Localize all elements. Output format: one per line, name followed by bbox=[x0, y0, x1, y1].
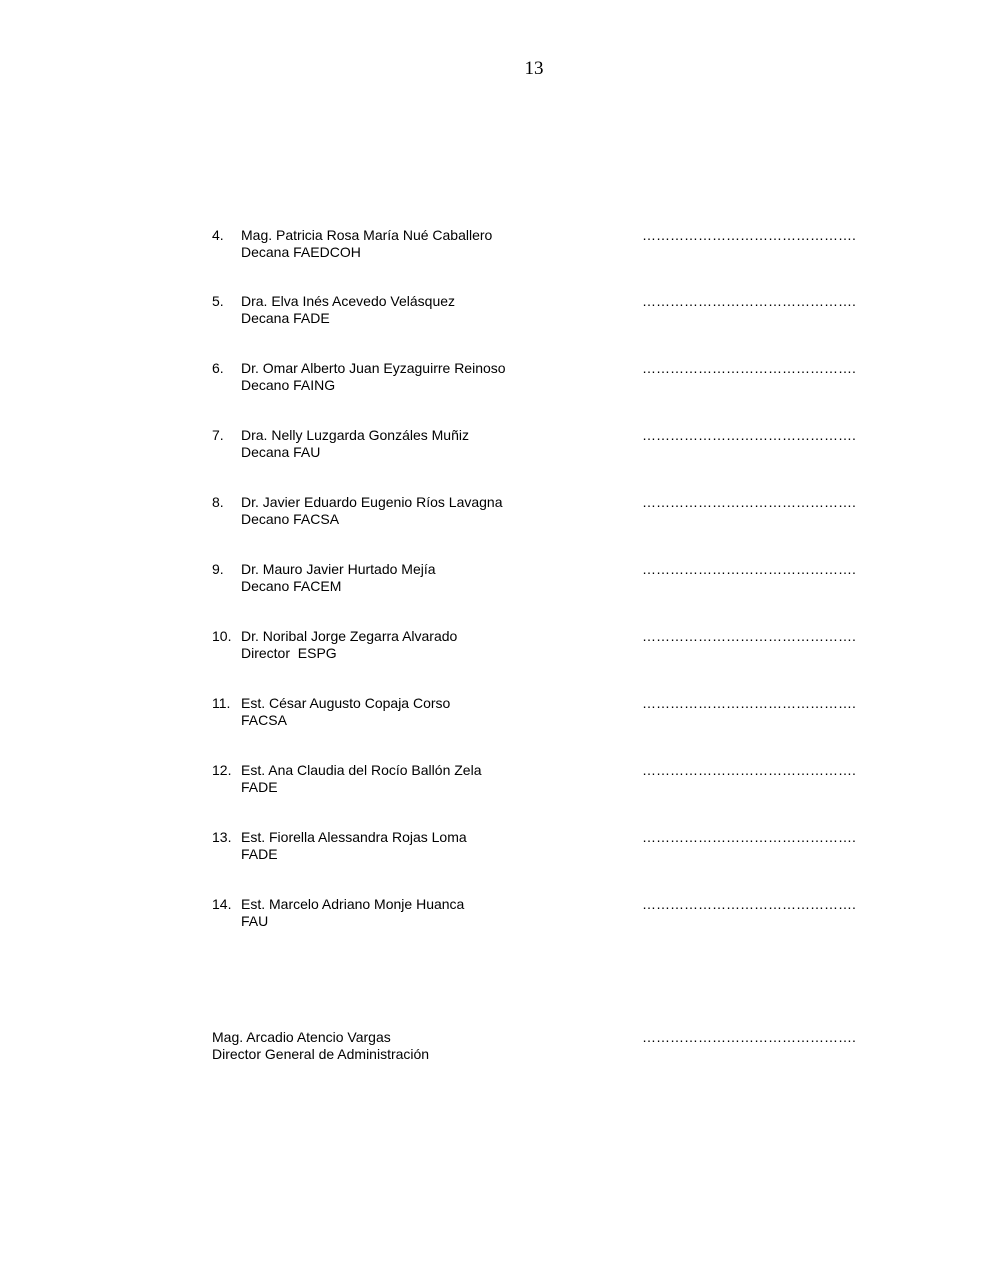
entry-text bbox=[212, 1029, 429, 1063]
entry-text bbox=[241, 227, 492, 261]
entry-text bbox=[241, 561, 436, 595]
entry-number: 4. bbox=[212, 227, 224, 243]
signature-line: ………………………………………. bbox=[642, 227, 856, 243]
signatory-role: Director General de Administración bbox=[212, 1046, 430, 1062]
entry-text bbox=[241, 896, 464, 930]
entry-text bbox=[241, 494, 503, 528]
entry-number: 11. bbox=[212, 695, 231, 711]
signatory-role: Decano FACEM bbox=[241, 578, 342, 594]
entry-text bbox=[241, 762, 481, 796]
entry-number: 6. bbox=[212, 360, 224, 376]
signatory-name: Dr. Mauro Javier Hurtado Mejía bbox=[241, 561, 436, 577]
entry-number: 13. bbox=[212, 829, 232, 845]
signatory-role: Decana FAEDCOH bbox=[241, 244, 361, 260]
signatory-role: FACSA bbox=[241, 712, 287, 728]
signatory-role: Decana FAU bbox=[241, 444, 321, 460]
entry-number: 12. bbox=[212, 762, 232, 778]
entry-text bbox=[241, 360, 506, 394]
signature-line: ………………………………………. bbox=[642, 360, 856, 376]
entry-text bbox=[241, 829, 467, 863]
signatory-name: Dr. Noribal Jorge Zegarra Alvarado bbox=[241, 628, 458, 644]
entry-number: 8. bbox=[212, 494, 224, 510]
entry-text bbox=[241, 427, 469, 461]
signature-line: ………………………………………. bbox=[642, 896, 856, 912]
signatory-name: Est. César Augusto Copaja Corso bbox=[241, 695, 451, 711]
signatory-name: Est. Marcelo Adriano Monje Huanca bbox=[241, 896, 465, 912]
signature-line: ………………………………………. bbox=[642, 628, 856, 644]
page-number: 13 bbox=[524, 58, 544, 79]
signatory-role: Decano FAING bbox=[241, 377, 336, 393]
signatory-role: FADE bbox=[241, 779, 278, 795]
signatory-name: Est. Ana Claudia del Rocío Ballón Zela bbox=[241, 762, 482, 778]
signatory-role: Decana FADE bbox=[241, 310, 330, 326]
entry-number: 7. bbox=[212, 427, 224, 443]
signatory-name: Mag. Patricia Rosa María Nué Caballero bbox=[241, 227, 493, 243]
entry-number: 5. bbox=[212, 293, 224, 309]
signatory-role: Director ESPG bbox=[241, 645, 337, 661]
signatory-name: Est. Fiorella Alessandra Rojas Loma bbox=[241, 829, 467, 845]
signatory-name: Dr. Omar Alberto Juan Eyzaguirre Reinoso bbox=[241, 360, 506, 376]
signature-line: ………………………………………. bbox=[642, 293, 856, 309]
signatory-name: Mag. Arcadio Atencio Vargas bbox=[212, 1029, 391, 1045]
signature-line: ………………………………………. bbox=[642, 561, 856, 577]
signature-line: ………………………………………. bbox=[642, 762, 856, 778]
entry-text bbox=[241, 628, 457, 662]
signature-line: ………………………………………. bbox=[642, 695, 856, 711]
signature-line: ………………………………………. bbox=[642, 829, 856, 845]
signatory-name: Dra. Nelly Luzgarda Gonzáles Muñiz bbox=[241, 427, 469, 443]
signatory-role: Decano FACSA bbox=[241, 511, 340, 527]
signatory-name: Dra. Elva Inés Acevedo Velásquez bbox=[241, 293, 456, 309]
signatory-name: Dr. Javier Eduardo Eugenio Ríos Lavagna bbox=[241, 494, 503, 510]
entry-text bbox=[241, 695, 450, 729]
signature-line: ………………………………………. bbox=[642, 427, 856, 443]
signatory-role: FADE bbox=[241, 846, 278, 862]
signature-line: ………………………………………. bbox=[642, 494, 856, 510]
entry-text bbox=[241, 293, 455, 327]
entry-number: 14. bbox=[212, 896, 232, 912]
entry-number: 9. bbox=[212, 561, 224, 577]
entry-number: 10. bbox=[212, 628, 232, 644]
signatory-role: FAU bbox=[241, 913, 269, 929]
signature-line: ………………………………………. bbox=[642, 1029, 856, 1045]
